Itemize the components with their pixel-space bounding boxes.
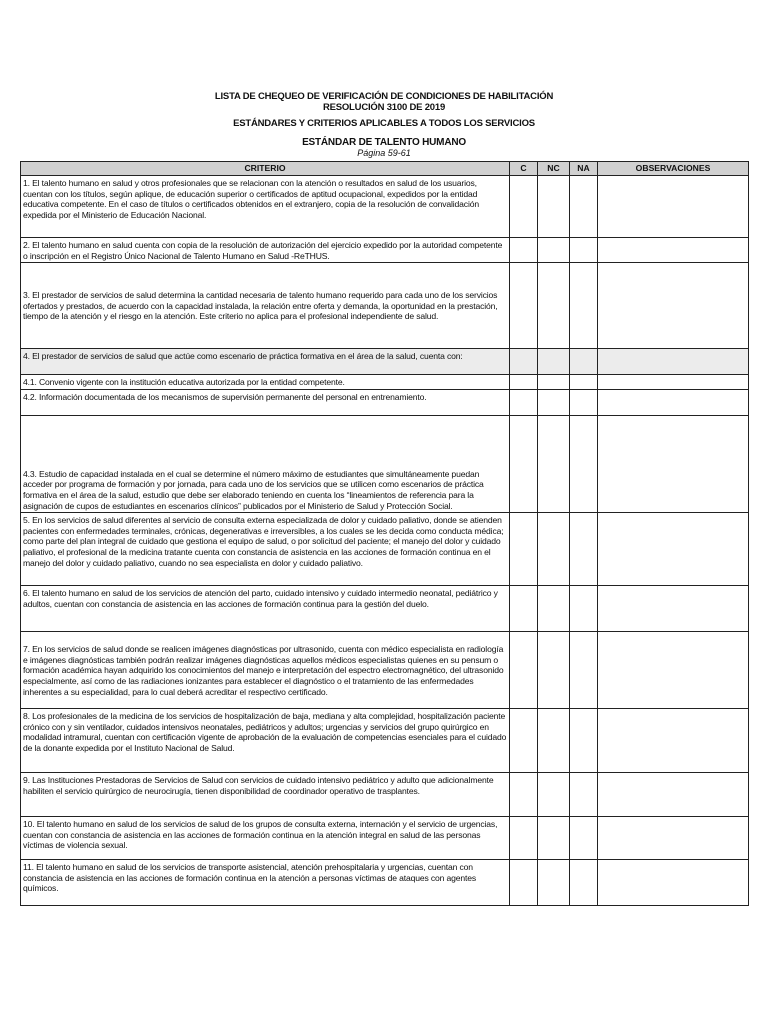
criterio-cell: 7. En los servicios de salud donde se realicen imágenes diagnósticas por ultrasonido, cuenta con médico especialista en radiología e imágenes diagnósticas también podrán realizar imágenes diagnósticas aquellos médicos especialistas quienes en su pensum o formación académica hayan adquirido los conocimientos del manejo e interpretación del espectro electromagnético, del ultrasonido especialmente, así como de las radiaciones ionizantes para establecer el diagnóstico o el tratamiento de las enfermedades inherentes a su especialidad, para lo cual deberá acreditar el respectivo certificado. — [21, 632, 510, 709]
resolution-subtitle: RESOLUCIÓN 3100 DE 2019 — [322, 102, 446, 113]
nc-check-cell[interactable] — [538, 375, 570, 390]
observaciones-cell[interactable] — [598, 860, 749, 906]
nc-check-cell[interactable] — [538, 176, 570, 238]
table-row — [21, 390, 749, 416]
checklist-table — [20, 161, 749, 906]
column-header-na: NA — [570, 162, 598, 176]
table-row — [21, 817, 749, 860]
c-check-cell[interactable] — [510, 390, 538, 416]
column-header-nc: NC — [538, 162, 570, 176]
c-check-cell[interactable] — [510, 513, 538, 586]
criterio-cell: 4.2. Información documentada de los mecanismos de supervisión permanente del personal en entrenamiento. — [21, 390, 510, 416]
nc-check-cell[interactable] — [538, 263, 570, 349]
criterio-cell: 9. Las Instituciones Prestadoras de Servicios de Salud con servicios de cuidado intensivo pediátrico y adulto que adicionalmente habiliten el servicio quirúrgico de neurocirugía, tienen disponibilidad de coordinador operativo de trasplantes. — [21, 773, 510, 817]
na-check-cell[interactable] — [570, 416, 598, 513]
nc-check-cell[interactable] — [538, 390, 570, 416]
observaciones-cell[interactable] — [598, 773, 749, 817]
observaciones-cell[interactable] — [598, 238, 749, 263]
c-check-cell[interactable] — [510, 860, 538, 906]
observaciones-cell[interactable] — [598, 176, 749, 238]
page-reference: Página 59-61 — [357, 148, 411, 158]
table-row — [21, 349, 749, 375]
na-check-cell[interactable] — [570, 238, 598, 263]
c-check-cell[interactable] — [510, 709, 538, 773]
observaciones-cell[interactable] — [598, 817, 749, 860]
standards-subtitle: ESTÁNDARES Y CRITERIOS APLICABLES A TODOS LOS SERVICIOS — [233, 118, 535, 129]
standard-heading: ESTÁNDAR DE TALENTO HUMANO — [302, 137, 466, 148]
criterio-cell: 4.1. Convenio vigente con la institución educativa autorizada por la entidad competente. — [21, 375, 510, 390]
criterio-cell: 10. El talento humano en salud de los servicios de salud de los grupos de consulta externa, internación y el servicio de urgencias, cuentan con constancia de asistencia en las acciones de formación continua en la atención integral en salud de las personas víctimas de violencia sexual. — [21, 817, 510, 860]
na-check-cell[interactable] — [570, 390, 598, 416]
table-row — [21, 860, 749, 906]
nc-check-cell[interactable] — [538, 860, 570, 906]
na-check-cell[interactable] — [570, 349, 598, 375]
table-row — [21, 176, 749, 238]
table-row — [21, 632, 749, 709]
table-row — [21, 709, 749, 773]
nc-check-cell[interactable] — [538, 773, 570, 817]
nc-check-cell[interactable] — [538, 817, 570, 860]
table-row — [21, 773, 749, 817]
nc-check-cell[interactable] — [538, 416, 570, 513]
observaciones-cell[interactable] — [598, 416, 749, 513]
criterio-cell: 4.3. Estudio de capacidad instalada en el cual se determine el número máximo de estudiantes que simultáneamente puedan acceder por programa de formación y por jornada, para cada uno de los servicios que se utilicen como escenarios de práctica formativa en el área de la salud, estudio que debe ser elaborado teniendo en cuenta los “lineamientos de referencia para la asignación de cupos de estudiantes en escenarios clínicos” publicados por el Ministerio de Salud y Protección Social. — [21, 416, 510, 513]
document-title: LISTA DE CHEQUEO DE VERIFICACIÓN DE CONDICIONES DE HABILITACIÓN — [214, 91, 554, 102]
na-check-cell[interactable] — [570, 632, 598, 709]
nc-check-cell[interactable] — [538, 586, 570, 632]
criterio-cell: 5. En los servicios de salud diferentes al servicio de consulta externa especializada de dolor y cuidado paliativo, donde se atienden pacientes con enfermedades terminales, crónicas, degenerativas e irreversibles, a los cuales se les decida como conducta médica; como parte del plan integral de cuidado que gestiona el equipo de salud, o por solicitud del paciente; el manejo del dolor y cuidado paliativo, el profesional de la medicina tratante cuenta con constancia de asistencia en las acciones de formación continua en el manejo del dolor y cuidado paliativo, cuando no sea especialista en dolor y cuidado paliativo. — [21, 513, 510, 586]
c-check-cell[interactable] — [510, 176, 538, 238]
c-check-cell[interactable] — [510, 263, 538, 349]
observaciones-cell[interactable] — [598, 709, 749, 773]
c-check-cell[interactable] — [510, 416, 538, 513]
na-check-cell[interactable] — [570, 513, 598, 586]
na-check-cell[interactable] — [570, 709, 598, 773]
observaciones-cell[interactable] — [598, 263, 749, 349]
c-check-cell[interactable] — [510, 375, 538, 390]
na-check-cell[interactable] — [570, 817, 598, 860]
na-check-cell[interactable] — [570, 176, 598, 238]
nc-check-cell[interactable] — [538, 238, 570, 263]
table-row — [21, 375, 749, 390]
table-header-row — [21, 162, 749, 176]
observaciones-cell[interactable] — [598, 349, 749, 375]
na-check-cell[interactable] — [570, 860, 598, 906]
na-check-cell[interactable] — [570, 586, 598, 632]
criterio-cell: 2. El talento humano en salud cuenta con copia de la resolución de autorización del ejercicio expedido por la autoridad competente o inscripción en el Registro Único Nacional de Talento Humano en Salud -ReTHUS. — [21, 238, 510, 263]
c-check-cell[interactable] — [510, 586, 538, 632]
nc-check-cell[interactable] — [538, 349, 570, 375]
column-header-observaciones: OBSERVACIONES — [598, 162, 749, 176]
na-check-cell[interactable] — [570, 773, 598, 817]
c-check-cell[interactable] — [510, 632, 538, 709]
na-check-cell[interactable] — [570, 263, 598, 349]
observaciones-cell[interactable] — [598, 586, 749, 632]
c-check-cell[interactable] — [510, 817, 538, 860]
observaciones-cell[interactable] — [598, 513, 749, 586]
table-row — [21, 238, 749, 263]
c-check-cell[interactable] — [510, 238, 538, 263]
criterio-cell: 6. El talento humano en salud de los servicios de atención del parto, cuidado intensivo y cuidado intermedio neonatal, pediátrico y adultos, cuentan con constancia de asistencia en las acciones de formación continua para la gestión del duelo. — [21, 586, 510, 632]
c-check-cell[interactable] — [510, 349, 538, 375]
table-row — [21, 513, 749, 586]
observaciones-cell[interactable] — [598, 390, 749, 416]
table-row — [21, 263, 749, 349]
nc-check-cell[interactable] — [538, 632, 570, 709]
criterio-cell: 8. Los profesionales de la medicina de los servicios de hospitalización de baja, mediana y alta complejidad, hospitalización paciente crónico con y sin ventilador, cuidados intensivos neonatales, pediátricos y adultos; urgencias y servicios del grupo quirúrgico en modalidad intramural, cuentan con certificación vigente de aprobación de la evaluación de competencias esenciales para el cuidado de la donante expedida por el Instituto Nacional de Salud. — [21, 709, 510, 773]
criterio-cell: 11. El talento humano en salud de los servicios de transporte asistencial, atención prehospitalaria y urgencias, cuentan con constancia de asistencia en las acciones de formación continua en la atención a personas víctimas de ataques con agentes químicos. — [21, 860, 510, 906]
column-header-c: C — [510, 162, 538, 176]
observaciones-cell[interactable] — [598, 632, 749, 709]
column-header-criterio: CRITERIO — [21, 162, 510, 176]
na-check-cell[interactable] — [570, 375, 598, 390]
criterio-cell: 1. El talento humano en salud y otros profesionales que se relacionan con la atención o resultados en salud de los usuarios, cuentan con los títulos, según aplique, de educación superior o certificados de aptitud ocupacional, expedidos por la entidad educativa competente. En el caso de títulos o certificados obtenidos en el extranjero, copia de la resolución de convalidación expedida por el Ministerio de Educación Nacional. — [21, 176, 510, 238]
criterio-cell: 3. El prestador de servicios de salud determina la cantidad necesaria de talento humano requerido para cada uno de los servicios ofertados y prestados, de acuerdo con la capacidad instalada, la relación entre oferta y demanda, la oportunidad en la prestación, tiempo de la atención y el riesgo en la atención. Este criterio no aplica para el profesional independiente de salud. — [21, 263, 510, 349]
c-check-cell[interactable] — [510, 773, 538, 817]
nc-check-cell[interactable] — [538, 709, 570, 773]
observaciones-cell[interactable] — [598, 375, 749, 390]
table-row — [21, 416, 749, 513]
nc-check-cell[interactable] — [538, 513, 570, 586]
table-row — [21, 586, 749, 632]
criterio-cell: 4. El prestador de servicios de salud que actúe como escenario de práctica formativa en el área de la salud, cuenta con: — [21, 349, 510, 375]
